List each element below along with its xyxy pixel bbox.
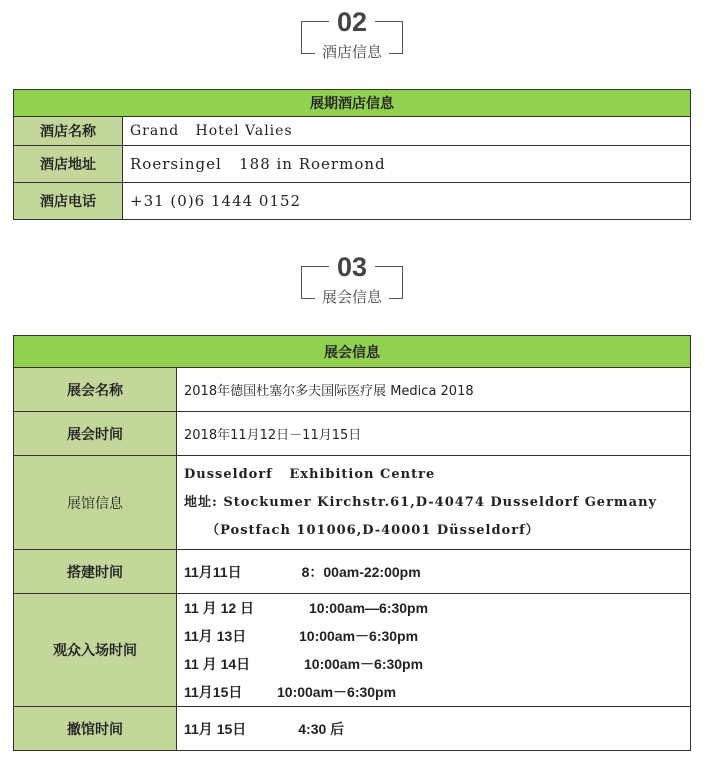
table-row: [14, 368, 691, 412]
section-number: 02: [336, 7, 368, 37]
hotel-address-label: 酒店地址: [14, 146, 123, 183]
hotel-phone-label: 酒店电话: [14, 183, 123, 220]
venue-name: Dusseldorf Exhibition Centre: [184, 466, 436, 482]
list-item: 11 月 12 日 10:00am—6:30pm: [184, 600, 429, 616]
build-time-label: 搭建时间: [14, 550, 177, 594]
expo-time-label: 展会时间: [14, 412, 177, 456]
expo-name-value: 2018年德国杜塞尔多夫国际医疗展 Medica 2018: [177, 368, 691, 412]
build-date: 11月11日: [184, 563, 242, 580]
hotel-table-header: 展期酒店信息: [14, 90, 691, 117]
table-row: [14, 456, 691, 550]
venue-postfach: （Postfach 101006,D-40001 Düsseldorf）: [184, 522, 540, 538]
table-row: [14, 117, 691, 146]
teardown-time-value: [177, 707, 691, 751]
table-row: [14, 594, 691, 707]
expo-time-value: 2018年11月12日－11月15日: [177, 412, 691, 456]
section-number: 03: [336, 252, 368, 282]
venue-value: [177, 456, 691, 550]
expo-info-table: [13, 335, 691, 751]
teardown-time-label: 撤馆时间: [14, 707, 177, 751]
table-row: [14, 412, 691, 456]
visitor-time-label: 观众入场时间: [14, 594, 177, 707]
teardown-date: 11月 15日: [184, 720, 247, 737]
hotel-name-label: 酒店名称: [14, 117, 123, 146]
section-caption: 酒店信息: [321, 43, 382, 61]
visitor-time-value: [177, 594, 691, 707]
hotel-address-value: Roersingel 188 in Roermond: [123, 146, 691, 183]
expo-table-header: 展会信息: [14, 336, 691, 368]
section-caption: 展会信息: [321, 288, 382, 306]
table-row: [14, 707, 691, 751]
list-item: 11 月 14日 10:00am－6:30pm: [184, 656, 424, 672]
table-row: [14, 146, 691, 183]
hotel-info-table: [13, 89, 691, 220]
list-item: 11月 13日 10:00am－6:30pm: [184, 628, 419, 644]
venue-label: 展馆信息: [14, 456, 177, 550]
build-hours: 8：00am-22:00pm: [301, 563, 421, 580]
hotel-phone-value: +31 (0)6 1444 0152: [123, 183, 691, 220]
section-heading-hotel: [301, 7, 403, 61]
teardown-hours: 4:30 后: [298, 720, 345, 737]
expo-name-label: 展会名称: [14, 368, 177, 412]
section-heading-expo: [301, 252, 403, 306]
build-time-value: [177, 550, 691, 594]
venue-address: 地址: Stockumer Kirchstr.61,D-40474 Dusseldorf Germany: [184, 494, 658, 510]
table-row: [14, 550, 691, 594]
list-item: 11月15日 10:00am－6:30pm: [184, 684, 397, 700]
hotel-name-value: Grand Hotel Valies: [123, 117, 691, 146]
table-row: [14, 183, 691, 220]
